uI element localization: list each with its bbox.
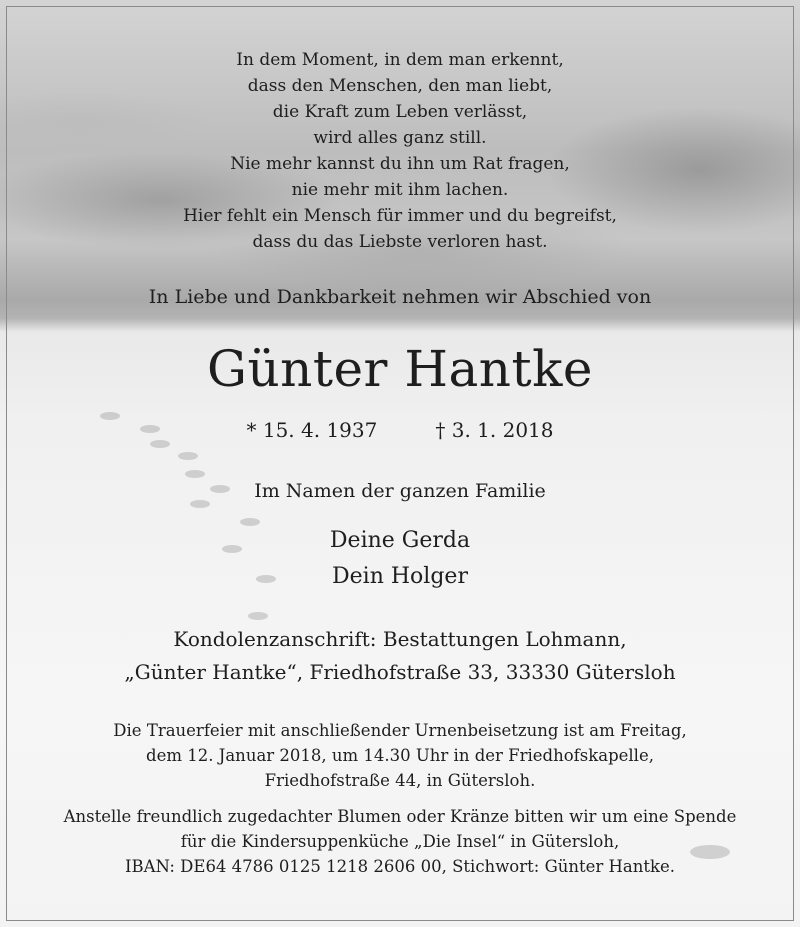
donation-line: für die Kindersuppenküche „Die Insel“ in Gütersloh, — [180, 832, 620, 851]
poem-line: In dem Moment, in dem man erkennt, — [236, 50, 564, 70]
donation-line: IBAN: DE64 4786 0125 1218 2606 00, Stichwort: Günter Hantke. — [124, 857, 676, 876]
ceremony-line: Die Trauerfeier mit anschließender Urnenbeisetzung ist am Freitag, — [113, 721, 687, 740]
death-date: † 3. 1. 2018 — [435, 418, 554, 442]
poem-line: dass du das Liebste verloren hast. — [252, 232, 548, 252]
poem-line: Nie mehr kannst du ihn um Rat fragen, — [230, 154, 570, 174]
poem-line: dass den Menschen, den man liebt, — [247, 76, 553, 96]
condolence-address-line: „Günter Hantke“, Friedhofstraße 33, 33330 Gütersloh — [124, 660, 676, 684]
signature-line: Dein Holger — [332, 564, 468, 589]
farewell-intro: In Liebe und Dankbarkeit nehmen wir Abschied von — [148, 286, 652, 308]
poem-line: wird alles ganz still. — [313, 128, 487, 148]
poem-line: die Kraft zum Leben verlässt, — [272, 102, 528, 122]
ceremony-line: Friedhofstraße 44, in Gütersloh. — [264, 771, 536, 790]
signature-line: Deine Gerda — [329, 528, 471, 553]
condolence-address-line: Kondolenzanschrift: Bestattungen Lohmann, — [173, 627, 627, 651]
donation-line: Anstelle freundlich zugedachter Blumen oder Kränze bitten wir um eine Spende — [63, 807, 737, 826]
poem-line: Hier fehlt ein Mensch für immer und du begreifst, — [183, 206, 617, 226]
life-dates — [0, 418, 800, 442]
poem-line: nie mehr mit ihm lachen. — [291, 180, 509, 200]
ceremony-line: dem 12. Januar 2018, um 14.30 Uhr in der Friedhofskapelle, — [146, 746, 654, 765]
family-intro: Im Namen der ganzen Familie — [254, 480, 546, 502]
birth-date: * 15. 4. 1937 — [246, 418, 378, 442]
deceased-name: Günter Hantke — [207, 340, 593, 398]
